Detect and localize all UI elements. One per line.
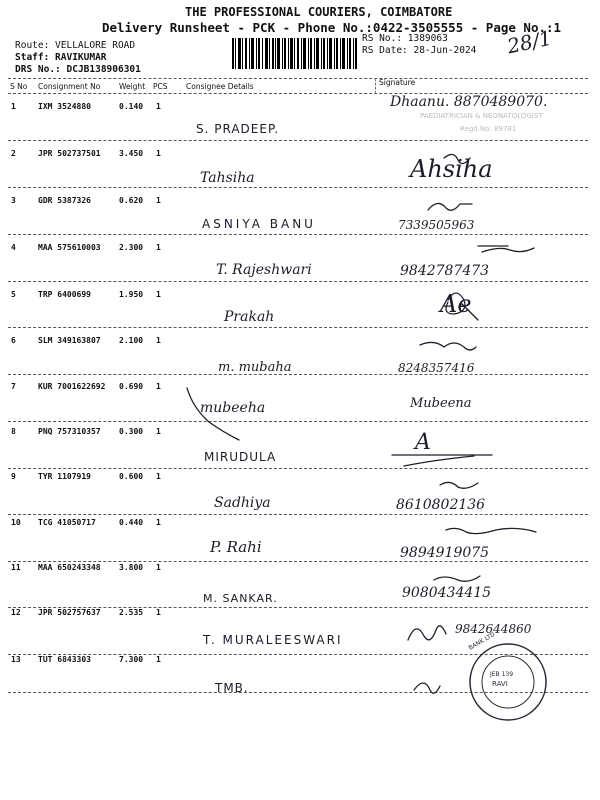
row-weight: 0.620 xyxy=(119,196,144,205)
row-weight: 3.800 xyxy=(119,563,144,572)
row-signature: 9894919075 xyxy=(400,545,490,561)
doctor-stamp-reg: Regd.No: 89781 xyxy=(460,125,517,133)
row-sno: 2 xyxy=(11,149,16,158)
row-sno: 10 xyxy=(11,518,21,527)
svg-text:RAVI: RAVI xyxy=(492,680,508,688)
col-header-consignment: Consignment No xyxy=(38,82,101,91)
col-header-sno: S No xyxy=(10,82,28,91)
row-consignment: TUT 6843303 xyxy=(38,655,91,664)
row-consignee: TMB. xyxy=(215,681,249,695)
row-consignment: KUR 7001622692 xyxy=(38,382,106,391)
col-header-consignee: Consignee Details xyxy=(186,82,254,91)
bank-seal-stamp xyxy=(468,631,547,720)
row-weight: 0.440 xyxy=(119,518,144,527)
row-signature: 9842644860 xyxy=(455,622,532,636)
row-pcs: 1 xyxy=(156,149,161,158)
row-weight: 7.300 xyxy=(119,655,144,664)
rs-number: RS No.: 1389063 xyxy=(362,33,448,44)
row-weight: 3.450 xyxy=(119,149,144,158)
row-signature: 8610802136 xyxy=(396,497,486,513)
row-weight: 0.690 xyxy=(119,382,144,391)
row-sno: 8 xyxy=(11,427,16,436)
row-sno: 12 xyxy=(11,608,21,617)
row-pcs: 1 xyxy=(156,336,161,345)
row-sno: 6 xyxy=(11,336,16,345)
rs-date: RS Date: 28-Jun-2024 xyxy=(362,45,477,56)
row-consignment: MAA 650243348 xyxy=(38,563,101,572)
handwritten-date: 28/1 xyxy=(504,25,554,59)
row-pcs: 1 xyxy=(156,563,161,572)
col-header-weight: Weight xyxy=(119,82,146,91)
doctor-stamp-title: PAEDIATRICIAN & NEONATOLOGIST xyxy=(420,112,543,120)
drs-label: DRS No.: xyxy=(15,64,61,75)
row-pcs: 1 xyxy=(156,243,161,252)
row-pcs: 1 xyxy=(156,655,161,664)
row-pcs: 1 xyxy=(156,196,161,205)
row-signature: 7339505963 xyxy=(398,218,475,232)
row-sno: 3 xyxy=(11,196,16,205)
row-consignment: TYR 1107919 xyxy=(38,472,91,481)
svg-text:BANK LTD: BANK LTD xyxy=(467,630,497,652)
row-consignee: T. Rajeshwari xyxy=(216,262,312,278)
row-consignment: PNQ 757310357 xyxy=(38,427,101,436)
row-signature: Mubeena xyxy=(410,396,472,411)
row-consignment: IXM 3524880 xyxy=(38,102,91,111)
staff-label: Staff: RAVIKUMAR xyxy=(15,52,107,63)
row-sno: 13 xyxy=(11,655,21,664)
row-signature: 9080434415 xyxy=(402,585,492,601)
row-sno: 7 xyxy=(11,382,16,391)
row-sno: 5 xyxy=(11,290,16,299)
row-consignee: Sadhiya xyxy=(214,495,271,511)
row-consignee: Prakah xyxy=(224,309,275,325)
row-weight: 0.300 xyxy=(119,427,144,436)
row-sno: 4 xyxy=(11,243,16,252)
row-consignee: mubeeha xyxy=(200,400,266,416)
row-weight: 2.100 xyxy=(119,336,144,345)
row-weight: 0.600 xyxy=(119,472,144,481)
row-consignee: T. MURALEESWARI xyxy=(203,633,343,647)
row-consignment: MAA 575610003 xyxy=(38,243,101,252)
row-signature: Ahsiha xyxy=(410,155,493,183)
row-sno: 9 xyxy=(11,472,16,481)
row-signature: 8248357416 xyxy=(398,361,475,375)
col-header-signature: Signature xyxy=(379,78,416,87)
row-consignment: TCG 41050717 xyxy=(38,518,96,527)
row-pcs: 1 xyxy=(156,608,161,617)
row-consignment: JPR 502757637 xyxy=(38,608,101,617)
row-consignee: MIRUDULA xyxy=(204,450,277,464)
row-signature: A xyxy=(415,430,431,455)
runsheet-title: Delivery Runsheet - PCK - Phone No.:0422-3505555 - Page No.:1 xyxy=(102,20,562,35)
row-consignee: P. Rahi xyxy=(210,538,262,556)
row-pcs: 1 xyxy=(156,518,161,527)
row-consignment: SLM 349163807 xyxy=(38,336,101,345)
row-pcs: 1 xyxy=(156,427,161,436)
row-sno: 1 xyxy=(11,102,16,111)
row-consignee: Tahsiha xyxy=(200,170,255,186)
row-signature: 9842787473 xyxy=(400,263,490,279)
route-label: Route: VELLALORE ROAD xyxy=(15,40,136,51)
drs-value: DCJB138906301 xyxy=(66,64,141,75)
row-consignee: m. mubaha xyxy=(218,360,292,375)
row-signature: Dhaanu. 8870489070. xyxy=(390,94,548,110)
row-consignment: TRP 6400699 xyxy=(38,290,91,299)
row-consignment: JPR 502737501 xyxy=(38,149,101,158)
row-signature: Ae xyxy=(440,290,472,318)
row-pcs: 1 xyxy=(156,382,161,391)
row-pcs: 1 xyxy=(156,290,161,299)
row-consignee: S. PRADEEP. xyxy=(196,122,280,136)
row-pcs: 1 xyxy=(156,472,161,481)
row-weight: 2.300 xyxy=(119,243,144,252)
col-header-pcs: PCS xyxy=(153,82,168,91)
row-weight: 0.140 xyxy=(119,102,144,111)
svg-text:JEB 139: JEB 139 xyxy=(490,671,514,678)
row-consignment: GDR 5387326 xyxy=(38,196,91,205)
company-name: THE PROFESSIONAL COURIERS, COIMBATORE xyxy=(185,5,453,19)
row-consignee: ASNIYA BANU xyxy=(202,217,316,231)
row-weight: 1.950 xyxy=(119,290,144,299)
row-sno: 11 xyxy=(11,563,21,572)
row-pcs: 1 xyxy=(156,102,161,111)
row-consignee: M. SANKAR. xyxy=(203,592,278,605)
row-weight: 2.535 xyxy=(119,608,144,617)
